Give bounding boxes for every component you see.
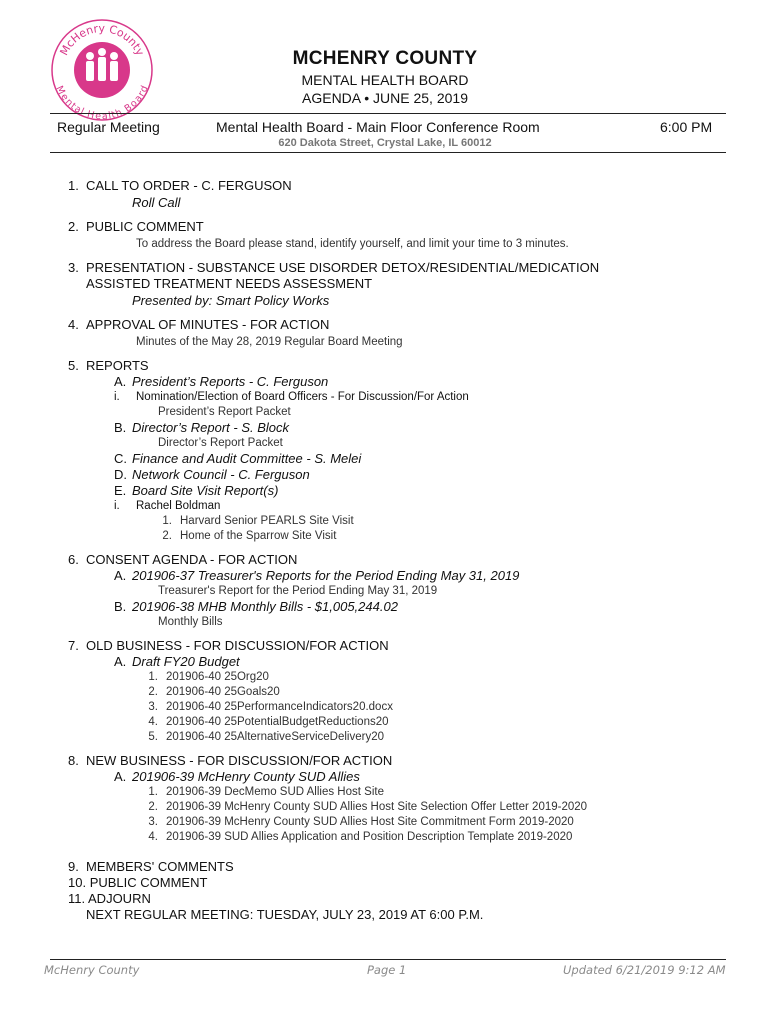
report-a-i: i. Nomination/Election of Board Officers - For Discussion/For Action: [114, 391, 469, 403]
report-e-i: i. Rachel Boldman: [114, 500, 221, 512]
mental-health-board-logo: [50, 18, 154, 122]
agenda-item-2: 2. PUBLIC COMMENT: [68, 219, 204, 234]
header-rule: [50, 113, 726, 114]
list-item: 1. Harvard Senior PEARLS Site Visit: [162, 515, 354, 527]
list-item: 2. 201906-39 McHenry County SUD Allies Host Site Selection Offer Letter 2019-2020: [148, 801, 588, 813]
agenda-item-5: 5. REPORTS: [68, 358, 149, 373]
list-item: 1. 201906-40 25Org20: [148, 671, 269, 683]
footer-page: Page 1: [367, 963, 407, 977]
org-title: MCHENRY COUNTY: [292, 48, 478, 69]
report-a-note: President’s Report Packet: [158, 406, 291, 418]
report-d: D. Network Council - C. Ferguson: [114, 467, 310, 482]
item-title: MEMBERS' COMMENTS: [86, 859, 234, 874]
item-title: OLD BUSINESS - FOR DISCUSSION/FOR ACTION: [86, 638, 389, 653]
meeting-type: Regular Meeting: [57, 119, 160, 135]
report-b-note: Director’s Report Packet: [158, 437, 283, 449]
item-sub: Presented by: Smart Policy Works: [132, 293, 330, 308]
list-item: 1. 201906-39 DecMemo SUD Allies Host Site: [148, 786, 384, 798]
item-title: ADJOURN: [88, 891, 151, 906]
next-meeting: NEXT REGULAR MEETING: TUESDAY, JULY 23, 2019 AT 6:00 P.M.: [86, 907, 484, 922]
agenda-item-1: 1. CALL TO ORDER - C. FERGUSON: [68, 178, 292, 193]
agenda-item-9: 9. MEMBERS' COMMENTS: [68, 859, 234, 874]
consent-a: A. 201906-37 Treasurer's Reports for the Period Ending May 31, 2019: [114, 568, 520, 583]
item-title: CONSENT AGENDA - FOR ACTION: [86, 552, 298, 567]
new-business-a: A. 201906-39 McHenry County SUD Allies: [114, 769, 360, 784]
list-item: 4. 201906-39 SUD Allies Application and Position Description Template 2019-2020: [148, 831, 573, 843]
agenda-item-4: 4. APPROVAL OF MINUTES - FOR ACTION: [68, 317, 330, 332]
agenda-item-7: 7. OLD BUSINESS - FOR DISCUSSION/FOR ACTION: [68, 638, 389, 653]
item-title: CALL TO ORDER - C. FERGUSON: [86, 178, 292, 193]
report-a: A. President’s Reports - C. Ferguson: [114, 374, 329, 389]
meeting-time: 6:00 PM: [660, 119, 713, 135]
logo-bottom-text: Mental Health Board: [53, 84, 151, 122]
footer-left: McHenry County: [44, 963, 140, 977]
consent-b: B. 201906-38 MHB Monthly Bills - $1,005,244.02: [114, 599, 398, 614]
agenda-item-11: 11. ADJOURN: [68, 891, 151, 906]
consent-a-note: Treasurer's Report for the Period Ending May 31, 2019: [158, 585, 438, 597]
consent-b-note: Monthly Bills: [158, 616, 223, 628]
item-sub: Roll Call: [132, 195, 181, 210]
item-note: Minutes of the May 28, 2019 Regular Board Meeting: [136, 336, 403, 348]
item-title: PRESENTATION - SUBSTANCE USE DISORDER DETOX/RESIDENTIAL/MEDICATION: [86, 260, 600, 275]
item-title: APPROVAL OF MINUTES - FOR ACTION: [86, 317, 330, 332]
agenda-item-10: 10. PUBLIC COMMENT: [68, 875, 208, 890]
item-title: PUBLIC COMMENT: [86, 219, 204, 234]
report-c: C. Finance and Audit Committee - S. Melei: [114, 451, 362, 466]
list-item: 5. 201906-40 25AlternativeServiceDelivery20: [148, 731, 384, 743]
agenda-item-8: 8. NEW BUSINESS - FOR DISCUSSION/FOR ACTION: [68, 753, 393, 768]
item-title-cont: ASSISTED TREATMENT NEEDS ASSESSMENT: [86, 276, 373, 291]
report-b: B. Director’s Report - S. Block: [114, 420, 290, 435]
agenda-item-6: 6. CONSENT AGENDA - FOR ACTION: [68, 552, 298, 567]
item-title: PUBLIC COMMENT: [89, 875, 208, 890]
list-item: 2. Home of the Sparrow Site Visit: [162, 530, 337, 542]
report-e: E. Board Site Visit Report(s): [114, 483, 279, 498]
list-item: 3. 201906-39 McHenry County SUD Allies Host Site Commitment Form 2019-2020: [148, 816, 574, 828]
meeting-location: Mental Health Board - Main Floor Conference Room: [216, 119, 540, 135]
item-title: REPORTS: [86, 358, 149, 373]
old-business-a: A. Draft FY20 Budget: [114, 654, 240, 669]
footer-updated: Updated 6/21/2019 9:12 AM: [563, 963, 726, 977]
agenda-date: AGENDA • JUNE 25, 2019: [302, 90, 468, 106]
list-item: 4. 201906-40 25PotentialBudgetReductions20: [148, 716, 389, 728]
logo-top-text: McHenry County: [57, 21, 147, 58]
item-title: NEW BUSINESS - FOR DISCUSSION/FOR ACTION: [86, 753, 393, 768]
board-subtitle: MENTAL HEALTH BOARD: [301, 72, 469, 88]
agenda-list: [68, 178, 748, 923]
footer-rule: [50, 959, 726, 960]
agenda-item-3: 3. PRESENTATION - SUBSTANCE USE DISORDER DETOX/RESIDENTIAL/MEDICATION: [68, 260, 600, 275]
item-note: To address the Board please stand, identify yourself, and limit your time to 3 minutes.: [136, 238, 569, 250]
meeting-rule: [50, 152, 726, 153]
list-item: 2. 201906-40 25Goals20: [148, 686, 280, 698]
list-item: 3. 201906-40 25PerformanceIndicators20.docx: [148, 701, 393, 713]
meeting-address: 620 Dakota Street, Crystal Lake, IL 60012: [278, 137, 492, 149]
